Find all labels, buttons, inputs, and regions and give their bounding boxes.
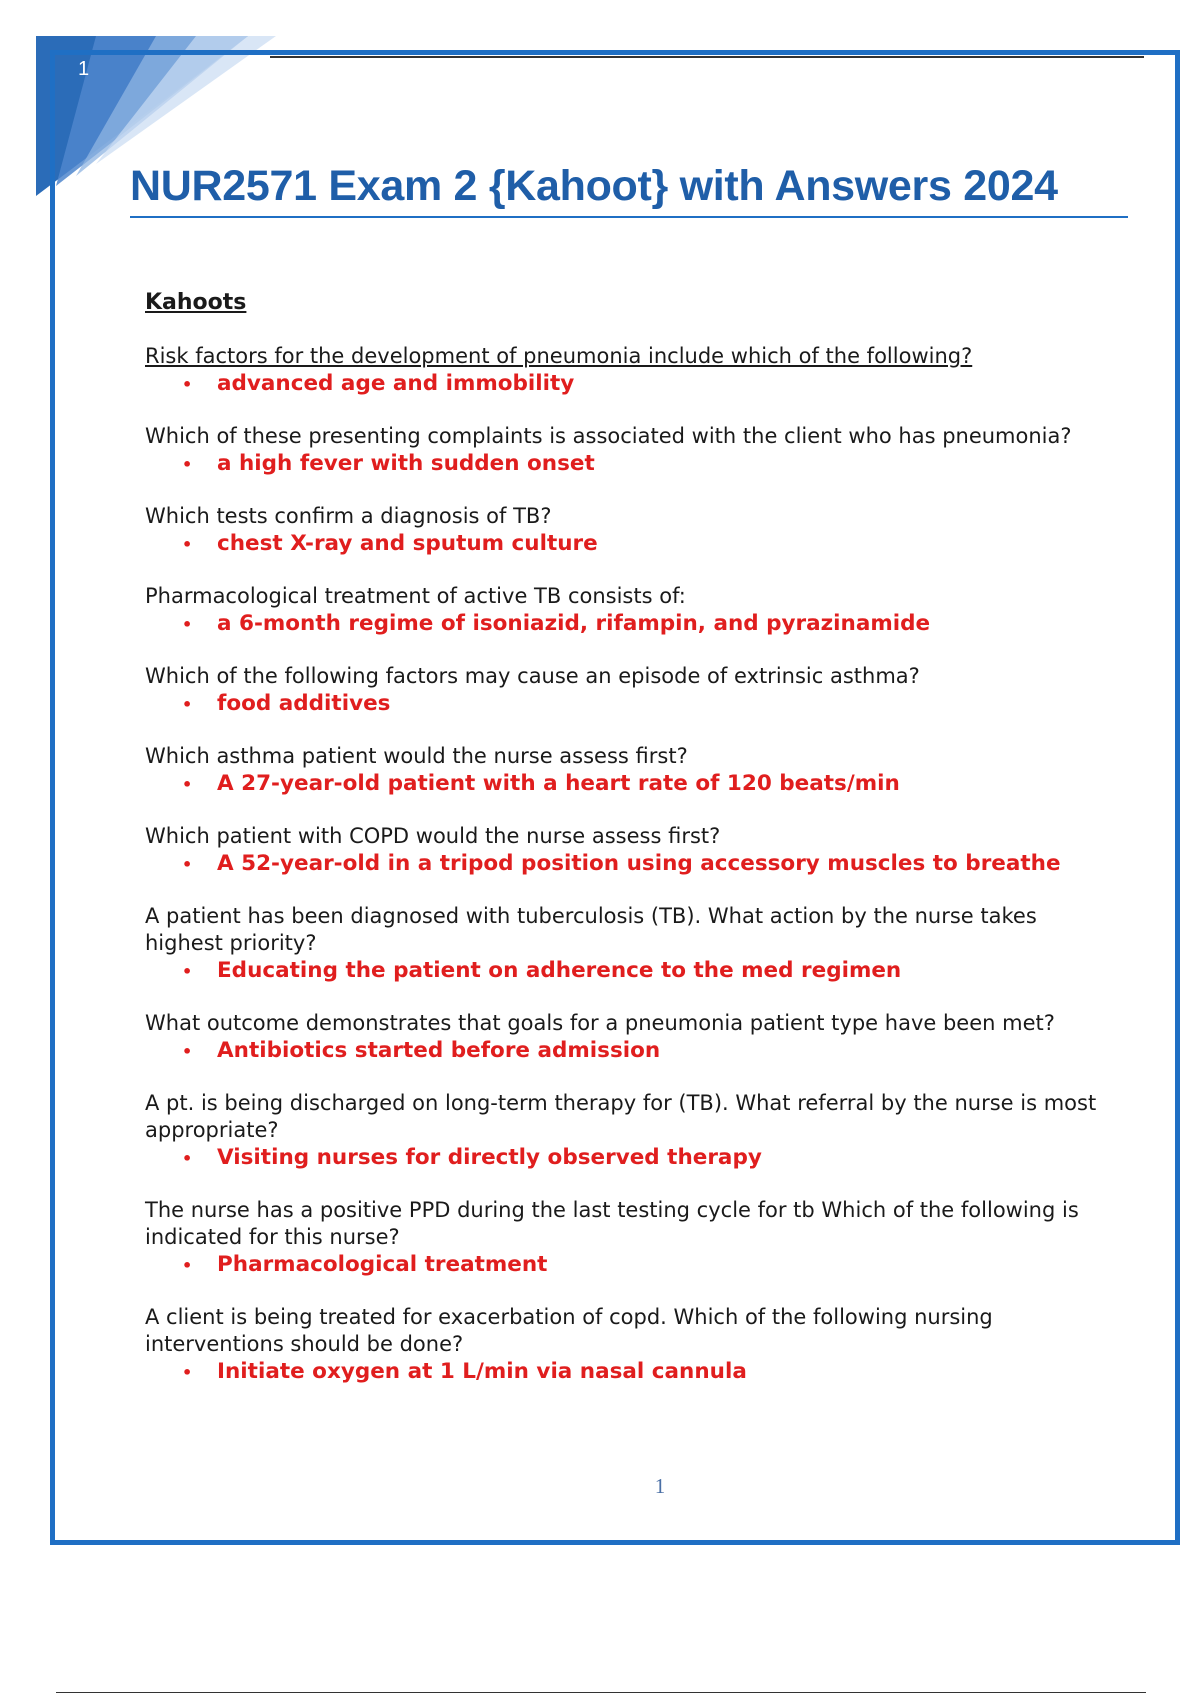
question-text: Which patient with COPD would the nurse assess first?	[145, 824, 721, 848]
answer-text: a 6-month regime of isoniazid, rifampin, and pyrazinamide	[217, 611, 931, 636]
qa-item	[145, 503, 1105, 558]
question-text: Risk factors for the development of pneumonia include which of the following?	[145, 344, 973, 368]
question-text: What outcome demonstrates that goals for a pneumonia patient type have been met?	[145, 1011, 1055, 1035]
question-text: Which tests confirm a diagnosis of TB?	[145, 504, 552, 528]
qa-item	[145, 1090, 1105, 1172]
qa-item	[145, 663, 1105, 718]
answer-line	[182, 690, 1105, 718]
answer-line	[182, 450, 1105, 478]
bullet-icon: •	[182, 962, 193, 981]
answer-text: Visiting nurses for directly observed therapy	[217, 1145, 762, 1170]
bullet-icon: •	[182, 1149, 193, 1168]
answer-line	[182, 770, 1105, 798]
question-text: Which of these presenting complaints is associated with the client who has pneumonia?	[145, 424, 1072, 448]
answer-text: a high fever with sudden onset	[217, 451, 595, 476]
answer-text: chest X-ray and sputum culture	[217, 531, 598, 556]
qa-item	[145, 823, 1105, 878]
answer-text: A 27-year-old patient with a heart rate of 120 beats/min	[217, 771, 900, 796]
answer-text: Initiate oxygen at 1 L/min via nasal cannula	[217, 1359, 747, 1384]
qa-item	[145, 1197, 1105, 1279]
answer-line	[182, 1251, 1105, 1279]
bottom-rule	[56, 1692, 1146, 1693]
question-text: Pharmacological treatment of active TB consists of:	[145, 584, 686, 608]
bullet-icon: •	[182, 1256, 193, 1275]
qa-item	[145, 583, 1105, 638]
answer-text: advanced age and immobility	[217, 371, 575, 396]
qa-item	[145, 1010, 1105, 1065]
answer-line	[182, 530, 1105, 558]
corner-page-number: 1	[78, 58, 90, 80]
bullet-icon: •	[182, 535, 193, 554]
answer-text: Educating the patient on adherence to the med regimen	[217, 958, 902, 983]
bullet-icon: •	[182, 1042, 193, 1061]
document-body	[145, 290, 1105, 1411]
question-text: The nurse has a positive PPD during the last testing cycle for tb Which of the following is indicated for this nurse?	[145, 1198, 1079, 1249]
answer-line	[182, 1144, 1105, 1172]
answer-text: Antibiotics started before admission	[217, 1038, 661, 1063]
answer-line	[182, 957, 1105, 985]
qa-item	[145, 743, 1105, 798]
qa-item	[145, 903, 1105, 985]
question-text: Which asthma patient would the nurse assess first?	[145, 744, 688, 768]
document-title: NUR2571 Exam 2 {Kahoot} with Answers 2024	[130, 162, 1058, 210]
answer-line	[182, 850, 1105, 878]
section-heading: Kahoots	[145, 290, 247, 315]
question-text: A patient has been diagnosed with tuberculosis (TB). What action by the nurse takes highest priority?	[145, 904, 1037, 955]
qa-item	[145, 423, 1105, 478]
answer-line	[182, 1358, 1105, 1386]
answer-text: Pharmacological treatment	[217, 1252, 548, 1277]
answer-text: food additives	[217, 691, 391, 716]
question-text: A pt. is being discharged on long-term therapy for (TB). What referral by the nurse is most appropriate?	[145, 1091, 1097, 1142]
bullet-icon: •	[182, 775, 193, 794]
qa-item	[145, 1304, 1105, 1386]
answer-line	[182, 370, 1105, 398]
qa-item	[145, 343, 1105, 398]
answer-line	[182, 610, 1105, 638]
bullet-icon: •	[182, 695, 193, 714]
bullet-icon: •	[182, 855, 193, 874]
footer-page-number: 1	[654, 1474, 666, 1498]
bullet-icon: •	[182, 1363, 193, 1382]
question-text: A client is being treated for exacerbation of copd. Which of the following nursing interventions should be done?	[145, 1305, 993, 1356]
bullet-icon: •	[182, 615, 193, 634]
bullet-icon: •	[182, 455, 193, 474]
answer-text: A 52-year-old in a tripod position using accessory muscles to breathe	[217, 851, 1061, 876]
bullet-icon: •	[182, 375, 193, 394]
question-text: Which of the following factors may cause an episode of extrinsic asthma?	[145, 664, 920, 688]
title-underline	[130, 216, 1128, 218]
answer-line	[182, 1037, 1105, 1065]
